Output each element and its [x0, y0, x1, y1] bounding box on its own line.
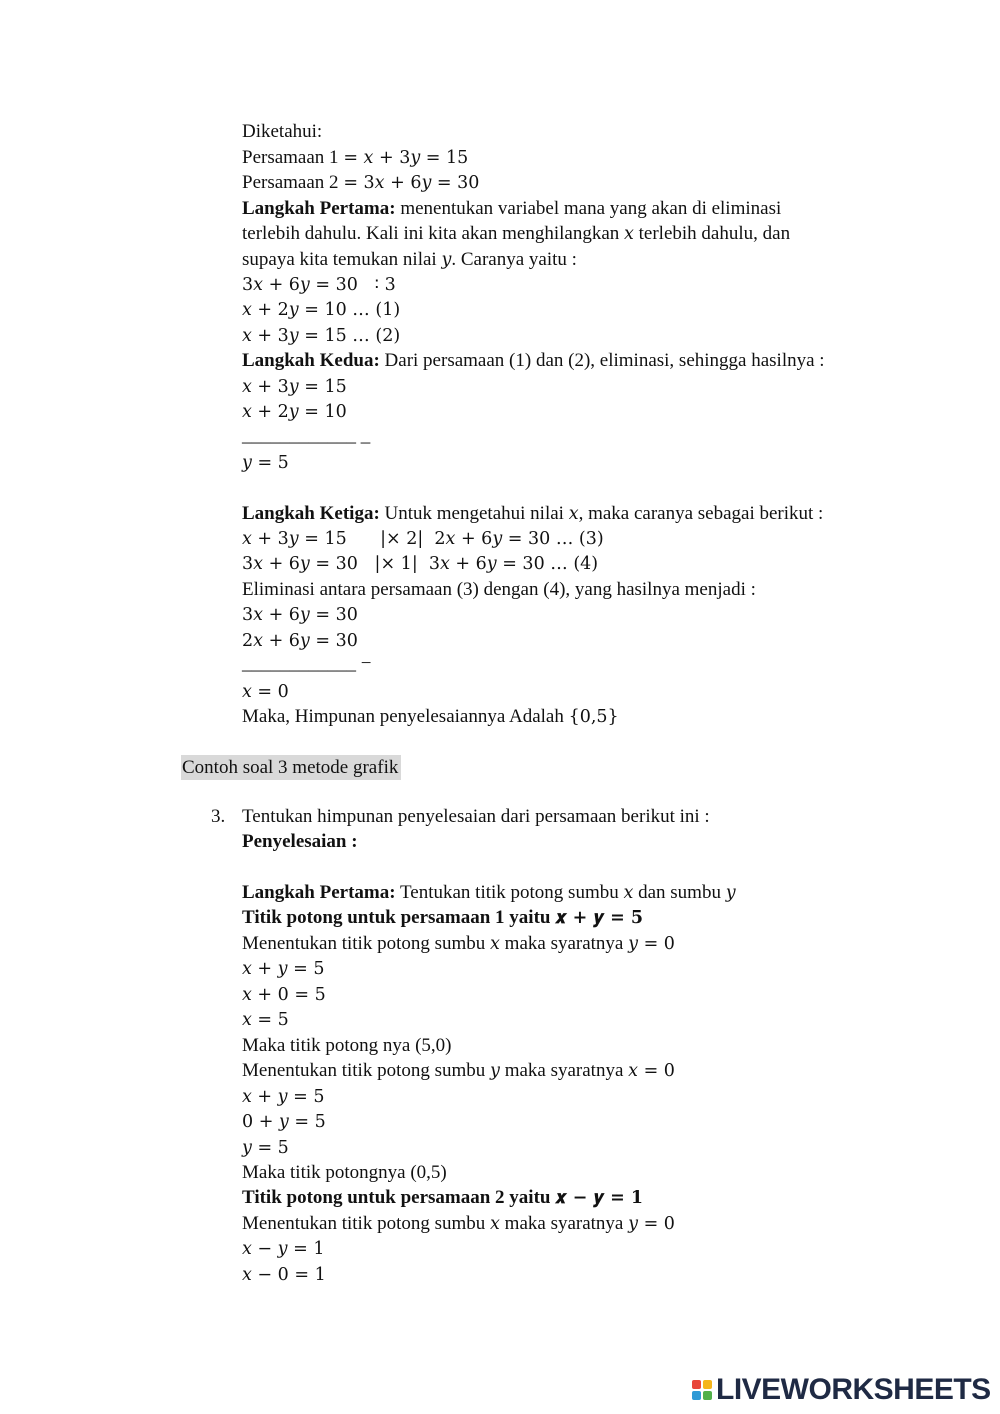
step3-line	[242, 502, 823, 526]
step1-text: terlebih dahulu, dan	[633, 223, 791, 244]
math-line: 𝑥 − 𝑦 = 1	[242, 1239, 325, 1259]
y-intercept-line	[242, 1059, 675, 1083]
step3-text: Untuk mengetahui nilai	[379, 503, 569, 524]
problem-number: 3.	[211, 806, 226, 827]
y-int-condition: 𝑥 = 0	[628, 1061, 675, 1081]
logo-text: LIVEWORKSHEETS	[716, 1373, 991, 1406]
math-line: 𝑦 = 5	[242, 1138, 289, 1158]
step1-text: . Caranya yaitu :	[451, 249, 577, 270]
step3-text: , maka caranya sebagai berikut :	[578, 503, 824, 524]
liveworksheets-logo[interactable]	[692, 1374, 991, 1406]
p3-step1-text: dan sumbu	[633, 882, 726, 903]
p3-step1-title: Langkah Pertama:	[242, 882, 396, 903]
step1-line2	[242, 222, 790, 246]
math-line: 𝑥 = 5	[242, 1010, 289, 1030]
eq2-heading-math: 𝒙 − 𝒚 = 𝟏	[555, 1188, 644, 1208]
x-int-text: Menentukan titik potong sumbu	[242, 1213, 491, 1234]
logo-mark-icon	[692, 1380, 712, 1400]
eq2-heading-text: Titik potong untuk persamaan 2 yaitu	[242, 1187, 556, 1208]
eq2-math: = 3𝑥 + 6𝑦 = 30	[343, 173, 480, 193]
logo-square-icon	[692, 1391, 701, 1400]
eq1-heading-text: Titik potong untuk persamaan 1 yaitu	[242, 907, 556, 928]
logo-square-icon	[692, 1380, 701, 1389]
eq1-heading	[242, 906, 643, 930]
x-int-text: maka syaratnya	[499, 933, 629, 954]
point-result: Maka titik potongnya (0,5)	[242, 1162, 447, 1183]
step3-title: Langkah Ketiga:	[242, 503, 380, 524]
section-heading: Contoh soal 3 metode grafik	[181, 755, 401, 780]
eq1-label: Persamaan 1	[242, 147, 344, 168]
eq2-heading	[242, 1186, 643, 1210]
result-text: Maka, Himpunan penyelesaiannya Adalah	[242, 706, 569, 727]
math-line: 𝑥 + 𝑦 = 5	[242, 959, 325, 979]
var-x: 𝑥	[624, 224, 634, 244]
step1-title: Langkah Pertama:	[242, 198, 396, 219]
var-y: 𝑦	[725, 883, 736, 903]
eq1-heading-math: 𝒙 + 𝒚 = 𝟓	[555, 908, 644, 928]
math-line: 𝑥 + 3𝑦 = 15	[242, 377, 347, 397]
math-line: 𝑥 + 𝑦 = 5	[242, 1087, 325, 1107]
x-intercept-line	[242, 932, 675, 956]
step1-text: menentukan variabel mana yang akan di eliminasi	[395, 198, 782, 219]
math-line: 𝑥 + 3𝑦 = 15 … (2)	[242, 326, 401, 346]
var-x: 𝑥	[490, 1214, 500, 1234]
var-y: 𝑦	[441, 250, 452, 270]
step2-line	[242, 349, 825, 373]
eq1-math: = 𝑥 + 3𝑦 = 15	[343, 148, 469, 168]
equation-1-line	[242, 146, 468, 170]
math-line: 𝑥 + 3𝑦 = 15 |× 2| 2𝑥 + 6𝑦 = 30 … (3)	[242, 529, 604, 549]
result-line	[242, 705, 619, 729]
p3-step1-text: Tentukan titik potong sumbu	[395, 882, 624, 903]
subtraction-rule: ____________ _	[242, 425, 371, 446]
var-x: 𝑥	[490, 934, 500, 954]
subtraction-rule: ____________ −	[242, 653, 372, 674]
x-int-condition: 𝑦 = 0	[628, 1214, 675, 1234]
step2-text: Dari persamaan (1) dan (2), eliminasi, sehingga hasilnya :	[379, 350, 825, 371]
diketahui-label: Diketahui:	[242, 121, 323, 142]
step1-line3	[242, 248, 577, 272]
x-int-text: Menentukan titik potong sumbu	[242, 933, 491, 954]
solution-label: Penyelesaian :	[242, 831, 358, 852]
var-x: 𝑥	[623, 883, 634, 903]
var-y: 𝑦	[490, 1061, 500, 1081]
step1-text: terlebih dahulu. Kali ini kita akan menghilangkan	[242, 223, 625, 244]
math-line: 𝑥 + 2𝑦 = 10 … (1)	[242, 300, 401, 320]
x-int-condition: 𝑦 = 0	[628, 934, 675, 954]
math-line: 0 + 𝑦 = 5	[242, 1112, 326, 1132]
math-line: 𝑥 + 0 = 5	[242, 985, 326, 1005]
x-int-text: maka syaratnya	[499, 1213, 629, 1234]
result-set: {0,5}	[568, 707, 619, 727]
logo-square-icon	[703, 1380, 712, 1389]
x-intercept-line	[242, 1212, 675, 1236]
equation-2-line	[242, 171, 479, 195]
math-line: 𝑥 + 2𝑦 = 10	[242, 402, 347, 422]
y-int-text: Menentukan titik potong sumbu	[242, 1060, 491, 1081]
math-line: 3𝑥 + 6𝑦 = 30 |× 1| 3𝑥 + 6𝑦 = 30 … (4)	[242, 554, 599, 574]
math-line: 𝑦 = 5	[242, 453, 289, 473]
math-line: 2𝑥 + 6𝑦 = 30	[242, 631, 358, 651]
p3-step1-line	[242, 881, 736, 905]
point-result: Maka titik potong nya (5,0)	[242, 1035, 452, 1056]
eq2-label: Persamaan 2	[242, 172, 344, 193]
math-line: 𝑥 = 0	[242, 682, 289, 702]
elimination-text: Eliminasi antara persamaan (3) dengan (4), yang hasilnya menjadi :	[242, 579, 756, 600]
y-int-text: maka syaratnya	[499, 1060, 629, 1081]
math-line: 3𝑥 + 6𝑦 = 30 ∶ 3	[242, 275, 396, 295]
logo-square-icon	[703, 1391, 712, 1400]
math-line: 𝑥 − 0 = 1	[242, 1265, 326, 1285]
var-x: 𝑥	[568, 504, 579, 524]
step2-title: Langkah Kedua:	[242, 350, 380, 371]
math-line: 3𝑥 + 6𝑦 = 30	[242, 605, 358, 625]
step1-line1	[242, 197, 781, 221]
problem-question: Tentukan himpunan penyelesaian dari persamaan berikut ini :	[242, 806, 710, 827]
step1-text: supaya kita temukan nilai	[242, 249, 442, 270]
